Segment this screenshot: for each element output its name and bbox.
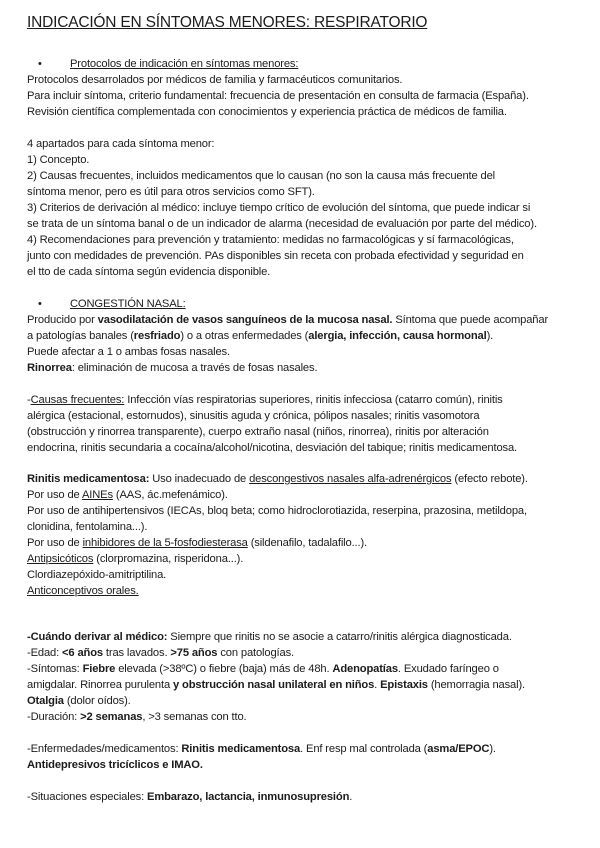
text-line: Antidepresivos tricíclicos e IMAO.	[27, 759, 203, 771]
text-line: Producido por vasodilatación de vasos sanguíneos de la mucosa nasal. Síntoma que puede acompañar	[27, 314, 549, 326]
text-line: Anticonceptivos orales.	[27, 585, 139, 597]
text-line: síntoma menor, pero es útil para otros servicios como SFT).	[27, 186, 315, 198]
text-line: a patologías banales (resfriado) o a otras enfermedades (alergia, infección, causa hormonal).	[27, 330, 494, 342]
text-line: Para incluir síntoma, criterio fundamental: frecuencia de presentación en consulta de farmacia (España).	[27, 90, 529, 102]
text-line: -Síntomas: Fiebre elevada (>38ºC) o fiebre (baja) más de 48h. Adenopatías. Exudado faríngeo o	[27, 663, 499, 675]
text-line: -Enfermedades/medicamentos: Rinitis medicamentosa. Enf resp mal controlada (asma/EPOC).	[27, 743, 496, 755]
text-line: Por uso de inhibidores de la 5-fosfodiesterasa (sildenafilo, tadalafilo...).	[27, 537, 367, 549]
section-heading-protocolos: Protocolos de indicación en síntomas menores:	[70, 58, 299, 70]
text-line: -Situaciones especiales: Embarazo, lactancia, inmunosupresión.	[27, 791, 353, 803]
page-title: INDICACIÓN EN SÍNTOMAS MENORES: RESPIRATORIO	[27, 14, 428, 31]
text-line: Puede afectar a 1 o ambas fosas nasales.	[27, 346, 230, 358]
text-line: 1) Concepto.	[27, 154, 90, 166]
text-line: Rinitis medicamentosa: Uso inadecuado de descongestivos nasales alfa-adrenérgicos (efecto rebote).	[27, 473, 528, 485]
text-line: 4) Recomendaciones para prevención y tratamiento: medidas no farmacológicas y sí farmacológicas,	[27, 234, 514, 246]
text-line: Antipsicóticos (clorpromazina, risperidona...).	[27, 553, 244, 565]
text-line: 3) Criterios de derivación al médico: incluye tiempo crítico de evolución del síntoma, que puede indicar si	[27, 202, 531, 214]
text-line: Rinorrea: eliminación de mucosa a través de fosas nasales.	[27, 362, 318, 374]
bullet-icon: •	[38, 298, 42, 310]
text-line: el tto de cada síntoma según evidencia disponible.	[27, 266, 271, 278]
text-line: -Cuándo derivar al médico: Siempre que rinitis no se asocie a catarro/rinitis alérgica diagnosticada.	[27, 631, 512, 643]
text-line: Por uso de antihipertensivos (IECAs, bloq beta; como hidroclorotiazida, reserpina, prazosina, metildopa,	[27, 505, 527, 517]
text-line: Clordiazepóxido-amitriptilina.	[27, 569, 167, 581]
text-line: alérgica (estacional, estornudos), sinusitis aguda y crónica, pólipos nasales; rinitis vasomotora	[27, 410, 480, 422]
bullet-icon: •	[38, 58, 42, 70]
text-line: -Causas frecuentes: Infección vías respiratorias superiores, rinitis infecciosa (catarro común), rinitis	[27, 394, 503, 406]
text-line: 2) Causas frecuentes, incluidos medicamentos que lo causan (no son la causa más frecuente del	[27, 170, 496, 182]
text-line: (obstrucción y rinorrea transparente), cuerpo extraño nasal (niños, rinorrea), rinitis por alteración	[27, 426, 489, 438]
text-line: junto con medidades de prevención. PAs disponibles sin receta con probada efectividad y seguridad en	[27, 250, 524, 262]
text-line: Revisión científica complementada con conocimientos y experiencia práctica de médicos de familia.	[27, 106, 507, 118]
section-heading-congestion: CONGESTIÓN NASAL:	[70, 298, 186, 310]
text-line: se trata de un síntoma banal o de un indicador de alarma (necesidad de evaluación por parte del médico).	[27, 218, 537, 230]
text-line: -Edad: <6 años tras lavados. >75 años con patologías.	[27, 647, 294, 659]
text-line: endocrina, rinitis secundaria a cocaína/alcohol/nicotina, desviación del tabique; rinitis medicamentosa.	[27, 442, 517, 454]
text-line: -Duración: >2 semanas, >3 semanas con tto.	[27, 711, 247, 723]
text-line: amigdalar. Rinorrea purulenta y obstrucción nasal unilateral en niños. Epistaxis (hemorragia nasal).	[27, 679, 525, 691]
text-line: Otalgia (dolor oídos).	[27, 695, 131, 707]
text-line: Protocolos desarrolados por médicos de familia y farmacéuticos comunitarios.	[27, 74, 403, 86]
text-line: clonidina, fentolamina...).	[27, 521, 148, 533]
section-heading-apartados: 4 apartados para cada síntoma menor:	[27, 138, 215, 150]
text-line: Por uso de AINEs (AAS, ác.mefenámico).	[27, 489, 228, 501]
